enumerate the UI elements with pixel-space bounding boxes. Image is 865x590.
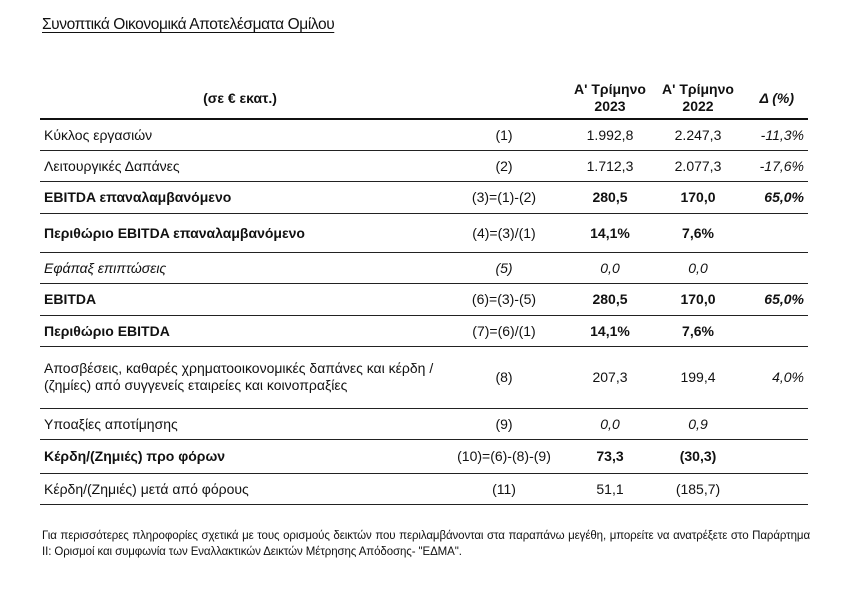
row-delta xyxy=(744,252,808,283)
row-value-2022: 0,0 xyxy=(652,252,744,283)
table-row xyxy=(40,119,808,150)
row-label: Αποσβέσεις, καθαρές χρηματοοικονομικές δαπάνες και κέρδη / (ζημίες) από συγγενείς εταιρείες και κοινοπραξίες xyxy=(40,346,440,408)
table-row xyxy=(40,346,808,408)
footnote: Για περισσότερες πληροφορίες σχετικά με τους ορισμούς δεικτών που περιλαμβάνονται στα παραπάνω μεγέθη, μπορείτε να ανατρέξετε στο Παράρτημα ΙΙ: Ορισμοί και συμφωνία των Εναλλακτικών Δεικτών Μέτρησης Απόδοσης- "ΕΔΜΑ". xyxy=(42,530,810,558)
row-ref: (6)=(3)-(5) xyxy=(440,283,568,315)
row-label: Περιθώριο EBITDA επαναλαμβανόμενο xyxy=(40,213,440,252)
row-value-2022: 7,6% xyxy=(652,315,744,346)
header-q1-2023 xyxy=(568,78,652,119)
row-label: Περιθώριο EBITDA xyxy=(40,315,440,346)
row-delta: 65,0% xyxy=(744,283,808,315)
table-row xyxy=(40,315,808,346)
table-row xyxy=(40,181,808,213)
row-ref: (2) xyxy=(440,150,568,181)
row-value-2022: 170,0 xyxy=(652,283,744,315)
row-value-2022: (30,3) xyxy=(652,439,744,473)
row-label: Εφάπαξ επιπτώσεις xyxy=(40,252,440,283)
row-label: Υποαξίες αποτίμησης xyxy=(40,408,440,439)
row-value-2022: 199,4 xyxy=(652,346,744,408)
row-label: EBITDA xyxy=(40,283,440,315)
financial-results-table xyxy=(40,78,808,505)
row-label: Λειτουργικές Δαπάνες xyxy=(40,150,440,181)
row-ref: (3)=(1)-(2) xyxy=(440,181,568,213)
row-ref: (10)=(6)-(8)-(9) xyxy=(440,439,568,473)
row-value-2023: 14,1% xyxy=(568,213,652,252)
row-delta xyxy=(744,213,808,252)
header-q1-2022-line2: 2022 xyxy=(682,98,714,114)
row-ref: (1) xyxy=(440,119,568,150)
header-q1-2022-line1: Α' Τρίμηνο xyxy=(662,81,734,97)
row-value-2022: 2.077,3 xyxy=(652,150,744,181)
row-label: Κύκλος εργασιών xyxy=(40,119,440,150)
document-title: Συνοπτικά Οικονομικά Αποτελέσματα Ομίλου xyxy=(42,16,335,33)
row-delta xyxy=(744,439,808,473)
table-header-row xyxy=(40,78,808,119)
row-value-2023: 1.712,3 xyxy=(568,150,652,181)
table-row xyxy=(40,150,808,181)
header-ref xyxy=(440,78,568,119)
row-value-2023: 207,3 xyxy=(568,346,652,408)
row-value-2023: 0,0 xyxy=(568,408,652,439)
row-value-2023: 51,1 xyxy=(568,473,652,504)
row-ref: (5) xyxy=(440,252,568,283)
header-q1-2023-line1: Α' Τρίμηνο xyxy=(574,81,646,97)
row-value-2022: (185,7) xyxy=(652,473,744,504)
header-delta: Δ (%) xyxy=(744,78,808,119)
row-value-2023: 280,5 xyxy=(568,283,652,315)
row-delta: 65,0% xyxy=(744,181,808,213)
row-value-2023: 0,0 xyxy=(568,252,652,283)
row-delta xyxy=(744,473,808,504)
row-delta: -17,6% xyxy=(744,150,808,181)
row-value-2022: 7,6% xyxy=(652,213,744,252)
table-row xyxy=(40,408,808,439)
table-row xyxy=(40,439,808,473)
row-ref: (4)=(3)/(1) xyxy=(440,213,568,252)
row-value-2023: 14,1% xyxy=(568,315,652,346)
row-ref: (9) xyxy=(440,408,568,439)
row-label: Κέρδη/(Ζημιές) προ φόρων xyxy=(40,439,440,473)
row-ref: (7)=(6)/(1) xyxy=(440,315,568,346)
row-delta xyxy=(744,315,808,346)
row-label: EBITDA επαναλαμβανόμενο xyxy=(40,181,440,213)
row-delta: -11,3% xyxy=(744,119,808,150)
row-ref: (8) xyxy=(440,346,568,408)
row-value-2022: 170,0 xyxy=(652,181,744,213)
row-value-2023: 73,3 xyxy=(568,439,652,473)
header-units: (σε € εκατ.) xyxy=(40,78,440,119)
row-delta: 4,0% xyxy=(744,346,808,408)
table-row xyxy=(40,252,808,283)
table-row xyxy=(40,283,808,315)
table-row xyxy=(40,473,808,504)
row-value-2022: 2.247,3 xyxy=(652,119,744,150)
row-value-2023: 1.992,8 xyxy=(568,119,652,150)
row-ref: (11) xyxy=(440,473,568,504)
row-delta xyxy=(744,408,808,439)
header-q1-2023-line2: 2023 xyxy=(594,98,626,114)
table-row xyxy=(40,213,808,252)
row-value-2023: 280,5 xyxy=(568,181,652,213)
header-q1-2022 xyxy=(652,78,744,119)
row-value-2022: 0,9 xyxy=(652,408,744,439)
row-label: Κέρδη/(Ζημιές) μετά από φόρους xyxy=(40,473,440,504)
